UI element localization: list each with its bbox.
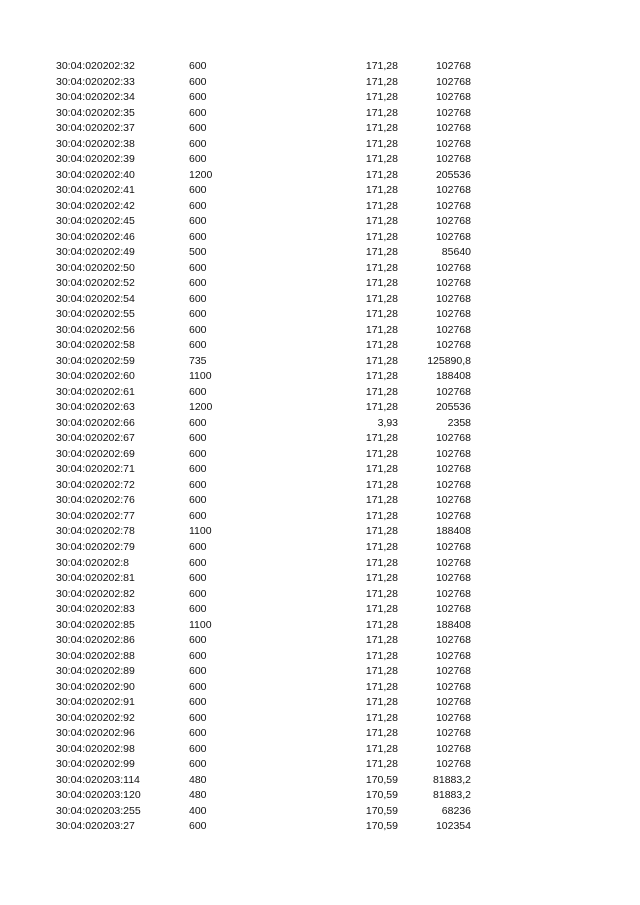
unit-price-cell: 171,28 (365, 649, 398, 662)
unit-price-cell: 170,59 (365, 789, 398, 802)
unit-price-cell: 171,28 (365, 727, 398, 740)
area-cell: 600 (189, 122, 207, 135)
area-cell: 600 (189, 106, 207, 119)
table-row (0, 369, 640, 385)
area-cell: 600 (189, 711, 207, 724)
table-row (0, 788, 640, 804)
total-value-cell: 102768 (435, 60, 471, 72)
unit-price-cell: 171,28 (365, 75, 398, 88)
total-value-cell: 102768 (435, 494, 471, 507)
unit-price-cell: 171,28 (365, 447, 398, 460)
total-value-cell: 102768 (435, 292, 471, 305)
unit-price-cell: 170,59 (365, 820, 398, 833)
unit-price-cell: 171,28 (365, 308, 398, 321)
cadastral-number-cell: 30:04:020203:114 (56, 773, 140, 786)
cadastral-number-cell: 30:04:020202:33 (56, 75, 135, 88)
total-value-cell: 102768 (435, 509, 471, 522)
data-table (0, 59, 640, 835)
cadastral-number-cell: 30:04:020202:63 (56, 401, 135, 414)
total-value-cell: 102768 (435, 711, 471, 724)
table-row (0, 137, 640, 153)
cadastral-number-cell: 30:04:020203:27 (56, 820, 135, 833)
total-value-cell: 102768 (435, 680, 471, 693)
total-value-cell: 102768 (435, 603, 471, 616)
area-cell: 600 (189, 230, 207, 243)
unit-price-cell: 171,28 (365, 742, 398, 755)
cadastral-number-cell: 30:04:020202:90 (56, 680, 135, 693)
area-cell: 600 (189, 308, 207, 321)
area-cell: 600 (189, 509, 207, 522)
table-row (0, 773, 640, 789)
table-row (0, 75, 640, 91)
cadastral-number-cell: 30:04:020202:38 (56, 137, 135, 150)
unit-price-cell: 171,28 (365, 634, 398, 647)
area-cell: 600 (189, 60, 207, 72)
unit-price-cell: 171,28 (365, 432, 398, 445)
cadastral-number-cell: 30:04:020202:8 (56, 556, 129, 569)
unit-price-cell: 171,28 (365, 91, 398, 104)
cadastral-number-cell: 30:04:020202:67 (56, 432, 135, 445)
table-row (0, 106, 640, 122)
total-value-cell: 2358 (447, 416, 471, 429)
table-row (0, 556, 640, 572)
area-cell: 600 (189, 603, 207, 616)
table-row (0, 618, 640, 634)
unit-price-cell: 171,28 (365, 525, 398, 538)
area-cell: 480 (189, 773, 207, 786)
total-value-cell: 102768 (435, 153, 471, 166)
area-cell: 600 (189, 680, 207, 693)
area-cell: 600 (189, 634, 207, 647)
table-row (0, 757, 640, 773)
unit-price-cell: 171,28 (365, 277, 398, 290)
table-row (0, 680, 640, 696)
unit-price-cell: 171,28 (365, 463, 398, 476)
cadastral-number-cell: 30:04:020202:35 (56, 106, 135, 119)
unit-price-cell: 170,59 (365, 773, 398, 786)
cadastral-number-cell: 30:04:020202:99 (56, 758, 135, 771)
table-row (0, 307, 640, 323)
unit-price-cell: 171,28 (365, 261, 398, 274)
total-value-cell: 102768 (435, 742, 471, 755)
total-value-cell: 68236 (441, 804, 471, 817)
unit-price-cell: 171,28 (365, 587, 398, 600)
total-value-cell: 102768 (435, 649, 471, 662)
unit-price-cell: 171,28 (365, 354, 398, 367)
table-row (0, 90, 640, 106)
cadastral-number-cell: 30:04:020202:89 (56, 665, 135, 678)
table-row (0, 385, 640, 401)
cadastral-number-cell: 30:04:020202:58 (56, 339, 135, 352)
total-value-cell: 102768 (435, 758, 471, 771)
unit-price-cell: 171,28 (365, 230, 398, 243)
cadastral-number-cell: 30:04:020202:86 (56, 634, 135, 647)
cadastral-number-cell: 30:04:020202:50 (56, 261, 135, 274)
unit-price-cell: 171,28 (365, 494, 398, 507)
cadastral-number-cell: 30:04:020202:98 (56, 742, 135, 755)
unit-price-cell: 171,28 (365, 572, 398, 585)
table-row (0, 292, 640, 308)
unit-price-cell: 171,28 (365, 60, 398, 72)
cadastral-number-cell: 30:04:020203:120 (56, 789, 141, 802)
total-value-cell: 102768 (435, 696, 471, 709)
unit-price-cell: 171,28 (365, 618, 398, 631)
area-cell: 1200 (189, 168, 213, 181)
total-value-cell: 102768 (435, 634, 471, 647)
cadastral-number-cell: 30:04:020202:88 (56, 649, 135, 662)
cadastral-number-cell: 30:04:020202:49 (56, 246, 135, 259)
cadastral-number-cell: 30:04:020202:72 (56, 478, 135, 491)
area-cell: 600 (189, 137, 207, 150)
unit-price-cell: 171,28 (365, 370, 398, 383)
area-cell: 600 (189, 261, 207, 274)
area-cell: 500 (189, 246, 207, 259)
area-cell: 600 (189, 323, 207, 336)
total-value-cell: 102768 (435, 385, 471, 398)
total-value-cell: 102768 (435, 122, 471, 135)
area-cell: 600 (189, 820, 207, 833)
table-row (0, 354, 640, 370)
total-value-cell: 188408 (435, 618, 471, 631)
table-row (0, 199, 640, 215)
table-row (0, 587, 640, 603)
area-cell: 600 (189, 587, 207, 600)
unit-price-cell: 171,28 (365, 323, 398, 336)
unit-price-cell: 171,28 (365, 680, 398, 693)
table-row (0, 416, 640, 432)
cadastral-number-cell: 30:04:020202:96 (56, 727, 135, 740)
table-row (0, 121, 640, 137)
total-value-cell: 125890,8 (427, 354, 471, 367)
unit-price-cell: 171,28 (365, 509, 398, 522)
table-row (0, 230, 640, 246)
cadastral-number-cell: 30:04:020203:255 (56, 804, 141, 817)
total-value-cell: 102768 (435, 665, 471, 678)
table-row (0, 214, 640, 230)
total-value-cell: 102768 (435, 91, 471, 104)
total-value-cell: 81883,2 (433, 789, 471, 802)
area-cell: 600 (189, 463, 207, 476)
area-cell: 600 (189, 432, 207, 445)
unit-price-cell: 170,59 (365, 804, 398, 817)
table-row (0, 493, 640, 509)
unit-price-cell: 171,28 (365, 603, 398, 616)
area-cell: 600 (189, 416, 207, 429)
area-cell: 1100 (189, 618, 212, 631)
cadastral-number-cell: 30:04:020202:61 (56, 385, 135, 398)
total-value-cell: 205536 (435, 401, 471, 414)
cadastral-number-cell: 30:04:020202:39 (56, 153, 135, 166)
cadastral-number-cell: 30:04:020202:82 (56, 587, 135, 600)
total-value-cell: 188408 (435, 525, 471, 538)
total-value-cell: 205536 (435, 168, 471, 181)
unit-price-cell: 3,93 (377, 416, 398, 429)
unit-price-cell: 171,28 (365, 401, 398, 414)
unit-price-cell: 171,28 (365, 696, 398, 709)
cadastral-number-cell: 30:04:020202:85 (56, 618, 135, 631)
total-value-cell: 102768 (435, 199, 471, 212)
table-row (0, 276, 640, 292)
table-row (0, 649, 640, 665)
cadastral-number-cell: 30:04:020202:77 (56, 509, 135, 522)
total-value-cell: 102354 (435, 820, 471, 833)
area-cell: 600 (189, 339, 207, 352)
cadastral-number-cell: 30:04:020202:34 (56, 91, 135, 104)
area-cell: 600 (189, 572, 207, 585)
table-row (0, 323, 640, 339)
total-value-cell: 102768 (435, 323, 471, 336)
area-cell: 600 (189, 742, 207, 755)
cadastral-number-cell: 30:04:020202:60 (56, 370, 135, 383)
table-row (0, 168, 640, 184)
unit-price-cell: 171,28 (365, 122, 398, 135)
unit-price-cell: 171,28 (365, 184, 398, 197)
total-value-cell: 102768 (435, 727, 471, 740)
unit-price-cell: 171,28 (365, 478, 398, 491)
cadastral-number-cell: 30:04:020202:92 (56, 711, 135, 724)
unit-price-cell: 171,28 (365, 137, 398, 150)
cadastral-number-cell: 30:04:020202:59 (56, 354, 135, 367)
area-cell: 600 (189, 556, 207, 569)
area-cell: 600 (189, 153, 207, 166)
table-row (0, 819, 640, 835)
table-row (0, 478, 640, 494)
table-row (0, 524, 640, 540)
cadastral-number-cell: 30:04:020202:56 (56, 323, 135, 336)
area-cell: 600 (189, 478, 207, 491)
total-value-cell: 102768 (435, 540, 471, 553)
table-row (0, 431, 640, 447)
area-cell: 1100 (189, 525, 212, 538)
total-value-cell: 102768 (435, 556, 471, 569)
unit-price-cell: 171,28 (365, 665, 398, 678)
table-row (0, 400, 640, 416)
area-cell: 480 (189, 789, 207, 802)
unit-price-cell: 171,28 (365, 292, 398, 305)
table-row (0, 540, 640, 556)
cadastral-number-cell: 30:04:020202:79 (56, 540, 135, 553)
total-value-cell: 102768 (435, 308, 471, 321)
table-row (0, 695, 640, 711)
cadastral-number-cell: 30:04:020202:40 (56, 168, 135, 181)
area-cell: 600 (189, 215, 207, 228)
cadastral-number-cell: 30:04:020202:71 (56, 463, 135, 476)
cadastral-number-cell: 30:04:020202:45 (56, 215, 135, 228)
total-value-cell: 85640 (441, 246, 471, 259)
area-cell: 600 (189, 199, 207, 212)
table-row (0, 462, 640, 478)
unit-price-cell: 171,28 (365, 556, 398, 569)
area-cell: 600 (189, 447, 207, 460)
table-row (0, 711, 640, 727)
area-cell: 600 (189, 277, 207, 290)
table-row (0, 447, 640, 463)
cadastral-number-cell: 30:04:020202:81 (56, 572, 135, 585)
area-cell: 735 (189, 354, 207, 367)
table-row (0, 742, 640, 758)
unit-price-cell: 171,28 (365, 215, 398, 228)
area-cell: 600 (189, 292, 207, 305)
unit-price-cell: 171,28 (365, 106, 398, 119)
total-value-cell: 102768 (435, 75, 471, 88)
table-row (0, 726, 640, 742)
total-value-cell: 102768 (435, 587, 471, 600)
cadastral-number-cell: 30:04:020202:32 (56, 60, 135, 72)
total-value-cell: 188408 (435, 370, 471, 383)
unit-price-cell: 171,28 (365, 246, 398, 259)
cadastral-number-cell: 30:04:020202:37 (56, 122, 135, 135)
table-row (0, 152, 640, 168)
cadastral-number-cell: 30:04:020202:55 (56, 308, 135, 321)
cadastral-number-cell: 30:04:020202:78 (56, 525, 135, 538)
area-cell: 600 (189, 727, 207, 740)
table-row (0, 509, 640, 525)
area-cell: 600 (189, 184, 207, 197)
area-cell: 600 (189, 75, 207, 88)
cadastral-number-cell: 30:04:020202:91 (56, 696, 135, 709)
cadastral-number-cell: 30:04:020202:76 (56, 494, 135, 507)
unit-price-cell: 171,28 (365, 199, 398, 212)
table-row (0, 571, 640, 587)
cadastral-number-cell: 30:04:020202:46 (56, 230, 135, 243)
cadastral-number-cell: 30:04:020202:54 (56, 292, 135, 305)
total-value-cell: 81883,2 (433, 773, 471, 786)
area-cell: 1100 (189, 370, 212, 383)
area-cell: 600 (189, 665, 207, 678)
table-row (0, 245, 640, 261)
table-row (0, 633, 640, 649)
unit-price-cell: 171,28 (365, 711, 398, 724)
table-row (0, 261, 640, 277)
cadastral-number-cell: 30:04:020202:66 (56, 416, 135, 429)
unit-price-cell: 171,28 (365, 153, 398, 166)
total-value-cell: 102768 (435, 478, 471, 491)
area-cell: 600 (189, 649, 207, 662)
unit-price-cell: 171,28 (365, 758, 398, 771)
area-cell: 600 (189, 696, 207, 709)
area-cell: 600 (189, 494, 207, 507)
cadastral-number-cell: 30:04:020202:41 (56, 184, 135, 197)
area-cell: 600 (189, 758, 207, 771)
cadastral-number-cell: 30:04:020202:69 (56, 447, 135, 460)
total-value-cell: 102768 (435, 137, 471, 150)
total-value-cell: 102768 (435, 447, 471, 460)
cadastral-number-cell: 30:04:020202:52 (56, 277, 135, 290)
total-value-cell: 102768 (435, 230, 471, 243)
cadastral-number-cell: 30:04:020202:42 (56, 199, 135, 212)
unit-price-cell: 171,28 (365, 385, 398, 398)
table-row (0, 602, 640, 618)
total-value-cell: 102768 (435, 572, 471, 585)
unit-price-cell: 171,28 (365, 339, 398, 352)
table-row (0, 804, 640, 820)
area-cell: 400 (189, 804, 207, 817)
unit-price-cell: 171,28 (365, 540, 398, 553)
area-cell: 1200 (189, 401, 213, 414)
total-value-cell: 102768 (435, 432, 471, 445)
total-value-cell: 102768 (435, 339, 471, 352)
total-value-cell: 102768 (435, 184, 471, 197)
unit-price-cell: 171,28 (365, 168, 398, 181)
table-row (0, 338, 640, 354)
area-cell: 600 (189, 540, 207, 553)
total-value-cell: 102768 (435, 106, 471, 119)
table-row (0, 59, 640, 75)
total-value-cell: 102768 (435, 261, 471, 274)
area-cell: 600 (189, 91, 207, 104)
cadastral-number-cell: 30:04:020202:83 (56, 603, 135, 616)
total-value-cell: 102768 (435, 463, 471, 476)
table-row (0, 183, 640, 199)
area-cell: 600 (189, 385, 207, 398)
total-value-cell: 102768 (435, 277, 471, 290)
total-value-cell: 102768 (435, 215, 471, 228)
table-row (0, 664, 640, 680)
